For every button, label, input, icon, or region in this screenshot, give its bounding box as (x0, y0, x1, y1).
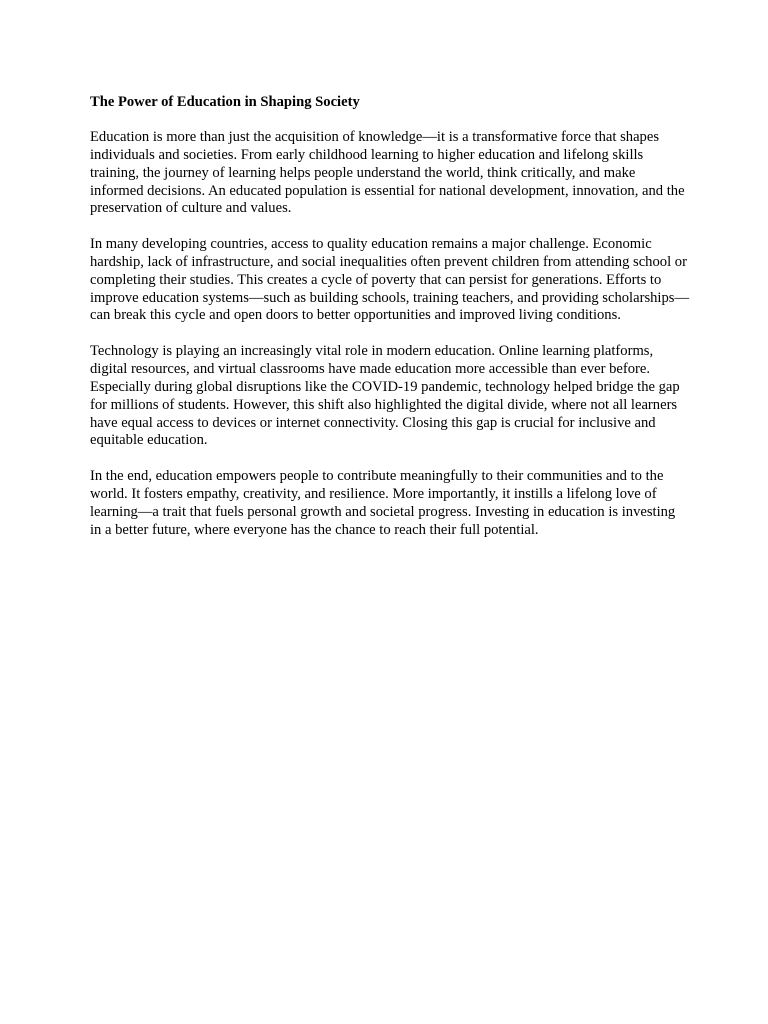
paragraph-conclusion: In the end, education empowers people to contribute meaningfully to their communities and to the world. It fosters empathy, creativity, and resilience. More importantly, it instills a lifelong love of learning—a trait that fuels personal growth and societal progress. Investing in education is investing in a better future, where everyone has the chance to reach their full potential. (90, 468, 676, 538)
paragraph-technology: Technology is playing an increasingly vital role in modern education. Online learning platforms, digital resources, and virtual classrooms have made education more accessible than ever before. Especially during global disruptions like the COVID-19 pandemic, technology helped bridge the gap for millions of students. However, this shift also highlighted the digital divide, where not all learners have equal access to devices or internet connectivity. Closing this gap is crucial for inclusive and equitable education. (90, 343, 680, 449)
paragraph-intro: Education is more than just the acquisition of knowledge—it is a transformative force that shapes individuals and societies. From early childhood learning to higher education and lifelong skills training, the journey of learning helps people understand the world, think critically, and make informed decisions. An educated population is essential for national development, innovation, and the preservation of culture and values. (90, 129, 685, 217)
document-title: The Power of Education in Shaping Society (90, 94, 360, 110)
document-body (90, 93, 690, 557)
paragraph-developing-countries: In many developing countries, access to quality education remains a major challenge. Economic hardship, lack of infrastructure, and social inequalities often prevent children from attending school or completing their studies. This creates a cycle of poverty that can persist for generations. Efforts to improve education systems—such as building schools, training teachers, and providing scholarships—can break this cycle and open doors to better opportunities and improved living conditions. (90, 236, 690, 324)
